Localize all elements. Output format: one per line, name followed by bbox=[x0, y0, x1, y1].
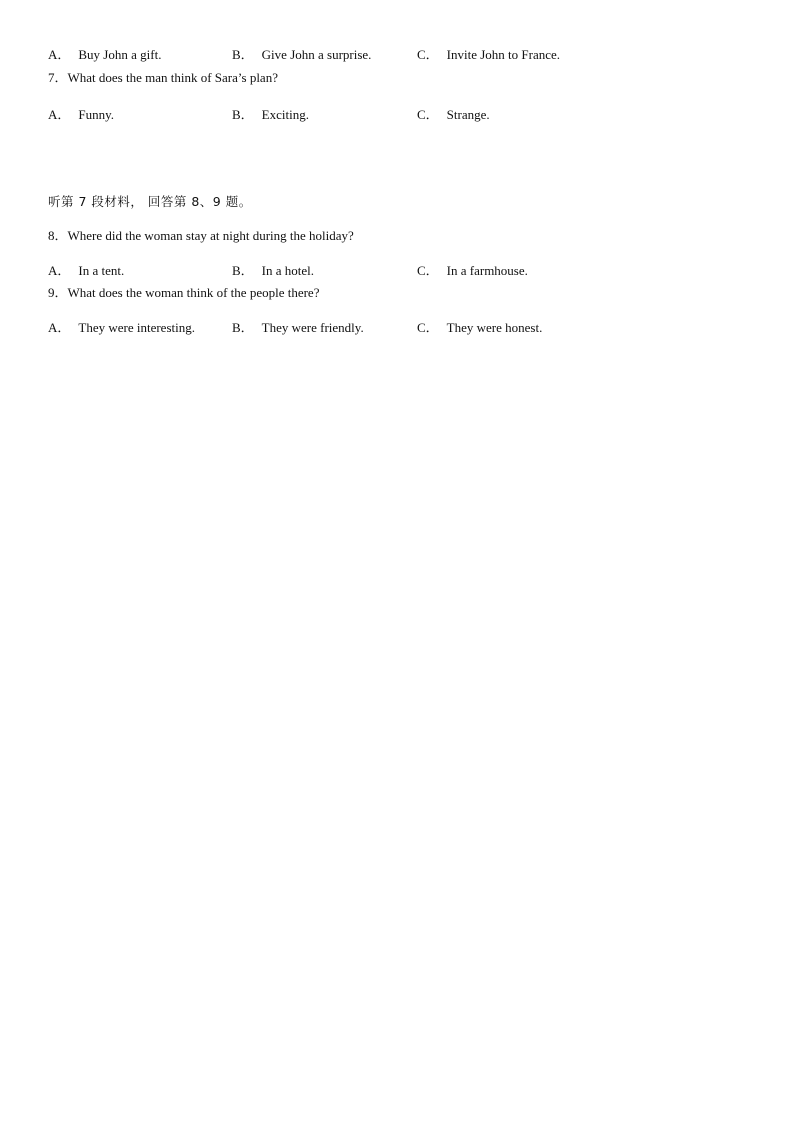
option-letter: C． bbox=[417, 107, 439, 122]
option-text: They were honest. bbox=[446, 320, 543, 335]
q6-option-a bbox=[48, 47, 161, 63]
option-letter: B． bbox=[232, 107, 254, 122]
q7-options bbox=[48, 107, 668, 123]
option-text: Funny. bbox=[78, 107, 115, 122]
q7-option-c bbox=[417, 107, 490, 123]
q6-options bbox=[48, 47, 668, 63]
q7-option-b bbox=[232, 107, 309, 123]
option-letter: C． bbox=[417, 47, 439, 62]
option-text: Strange. bbox=[446, 107, 490, 122]
q9-question: 9．What does the woman think of the people there? bbox=[48, 285, 320, 300]
option-text: In a tent. bbox=[78, 263, 125, 278]
option-letter: B． bbox=[232, 47, 254, 62]
q8-option-c bbox=[417, 263, 528, 279]
q8-option-b bbox=[232, 263, 314, 279]
option-letter: A． bbox=[48, 263, 71, 278]
option-letter: B． bbox=[232, 263, 254, 278]
option-letter: C． bbox=[417, 263, 439, 278]
option-text: In a hotel. bbox=[261, 263, 315, 278]
q6-option-c bbox=[417, 47, 560, 63]
q8-question: 8．Where did the woman stay at night during the holiday? bbox=[48, 228, 354, 243]
option-text: Exciting. bbox=[261, 107, 309, 122]
q7-option-a bbox=[48, 107, 114, 123]
option-letter: A． bbox=[48, 320, 71, 335]
q9-options bbox=[48, 320, 668, 336]
q6-option-b bbox=[232, 47, 371, 63]
section-heading: 听第 7 段材料， 回答第 8、9 题。 bbox=[48, 194, 252, 209]
option-letter: A． bbox=[48, 107, 71, 122]
option-text: Invite John to France. bbox=[446, 47, 561, 62]
option-text: Buy John a gift. bbox=[78, 47, 162, 62]
option-letter: B． bbox=[232, 320, 254, 335]
q9-option-b bbox=[232, 320, 364, 336]
q9-option-a bbox=[48, 320, 195, 336]
option-letter: A． bbox=[48, 47, 71, 62]
option-text: Give John a surprise. bbox=[261, 47, 372, 62]
option-text: They were friendly. bbox=[261, 320, 364, 335]
option-text: In a farmhouse. bbox=[446, 263, 528, 278]
q9-option-c bbox=[417, 320, 542, 336]
q7-question: 7．What does the man think of Sara’s plan? bbox=[48, 70, 278, 85]
q8-option-a bbox=[48, 263, 124, 279]
option-letter: C． bbox=[417, 320, 439, 335]
option-text: They were interesting. bbox=[78, 320, 195, 335]
q8-options bbox=[48, 263, 668, 279]
